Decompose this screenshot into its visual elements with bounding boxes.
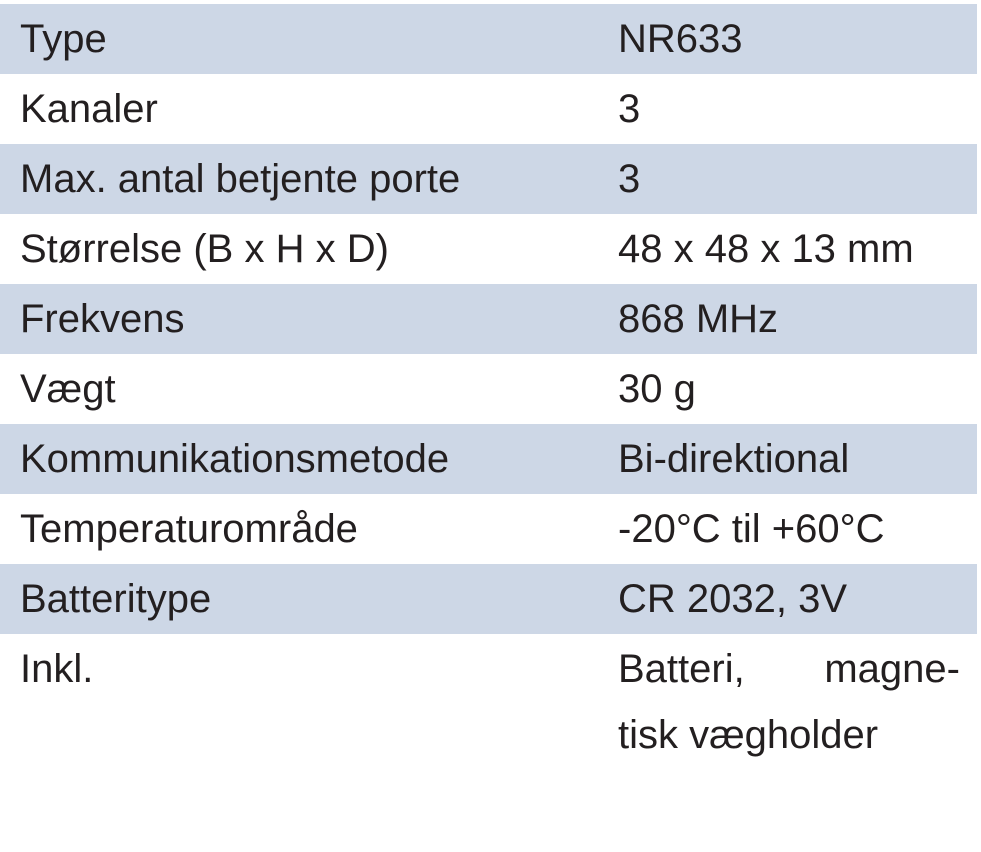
- spec-label: Batteritype: [20, 577, 212, 621]
- spec-row-vaegt: [0, 354, 977, 424]
- spec-value: -20°C til +60°C: [618, 507, 885, 551]
- spec-row-temperatur: [0, 494, 977, 564]
- spec-value: NR633: [618, 17, 743, 61]
- spec-row-inkl: [0, 634, 977, 774]
- spec-row-kommunikation: [0, 424, 977, 494]
- spec-value: 48 x 48 x 13 mm: [618, 227, 914, 271]
- spec-row-kanaler: [0, 74, 977, 144]
- spec-row-stoerrelse: [0, 214, 977, 284]
- spec-label: Type: [20, 17, 107, 61]
- spec-label: Temperaturområde: [20, 507, 358, 551]
- spec-label: Kommunikationsmetode: [20, 437, 450, 481]
- spec-value-line: Batteri, magne-: [618, 647, 960, 691]
- spec-value: 868 MHz: [618, 297, 779, 341]
- spec-label: Kanaler: [20, 87, 158, 131]
- spec-label: Vægt: [20, 367, 116, 411]
- spec-row-frekvens: [0, 284, 977, 354]
- spec-row-max-porte: [0, 144, 977, 214]
- spec-value: Bi-direktional: [618, 437, 850, 481]
- spec-value: CR 2032, 3V: [618, 577, 848, 621]
- spec-value-wrapped: [618, 634, 960, 768]
- spec-value: 3: [618, 157, 641, 201]
- spec-value: 3: [618, 87, 641, 131]
- spec-label: Frekvens: [20, 297, 185, 341]
- spec-label: Størrelse (B x H x D): [20, 227, 389, 271]
- spec-row-type: [0, 4, 977, 74]
- spec-value: [602, 634, 977, 768]
- spec-label: Max. antal betjente porte: [20, 157, 461, 201]
- spec-row-batteritype: [0, 564, 977, 634]
- spec-value: 30 g: [618, 367, 696, 411]
- spec-table: [0, 4, 977, 774]
- spec-value-line: tisk vægholder: [618, 713, 879, 757]
- spec-label: Inkl.: [20, 647, 94, 691]
